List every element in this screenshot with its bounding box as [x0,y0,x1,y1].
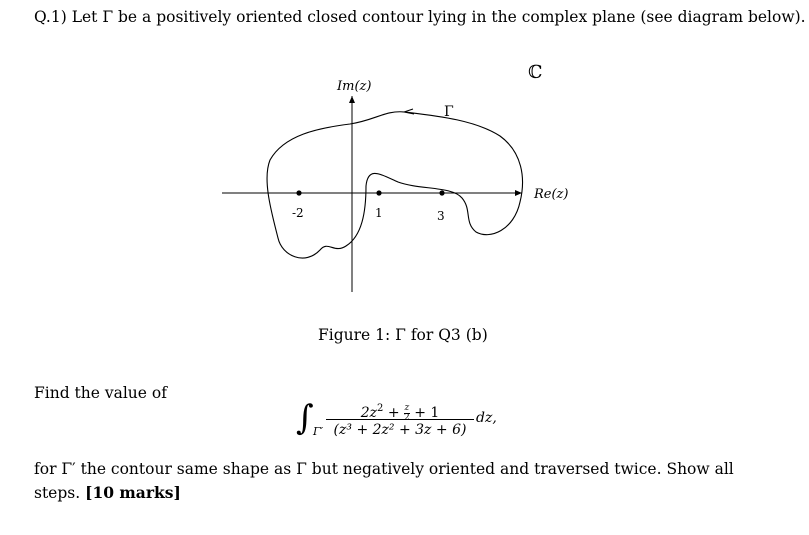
point-3 [439,190,444,195]
point-1 [376,190,381,195]
re-axis-label: Re(z) [534,187,569,202]
integrand-fraction [326,400,474,439]
figure-caption: Figure 1: Γ for Q3 (b) [318,326,488,344]
differential: dz, [476,410,497,426]
point-minus-2 [296,190,301,195]
integral-subscript: Γ′ [313,425,324,438]
integral-expression [296,398,526,450]
integrand-numerator [326,400,474,423]
numerator-constant: + 1 [409,405,440,421]
integrand-denominator: (z³ + 2z² + 3z + 6) [333,422,467,438]
gamma-contour [267,112,522,258]
numerator-term: 2z [360,405,377,421]
orientation-arrow [404,109,414,114]
prompt-text: Find the value of [34,384,167,402]
numerator-plus: + [383,405,405,421]
question-text: Q.1) Let Γ be a positively oriented closed contour lying in the complex plane (see diagram below). [34,8,806,26]
small-frac-den: 2 [404,412,410,423]
gamma-label: Γ [444,104,454,120]
im-axis-label: Im(z) [337,79,372,94]
point-label-minus-2: -2 [292,206,304,220]
marks-label: [10 marks] [85,483,181,502]
instruction-paragraph [34,457,774,505]
integral-sign: ∫ [296,398,314,438]
point-label-3: 3 [437,209,445,223]
small-frac-num: z [404,402,410,413]
numerator-exponent: 2 [377,403,384,414]
instruction-text: for Γ′ the contour same shape as Γ but negatively oriented and traversed twice. Show all steps. [34,460,734,502]
point-label-1: 1 [375,206,383,220]
complex-plane-symbol: ℂ [528,62,543,83]
